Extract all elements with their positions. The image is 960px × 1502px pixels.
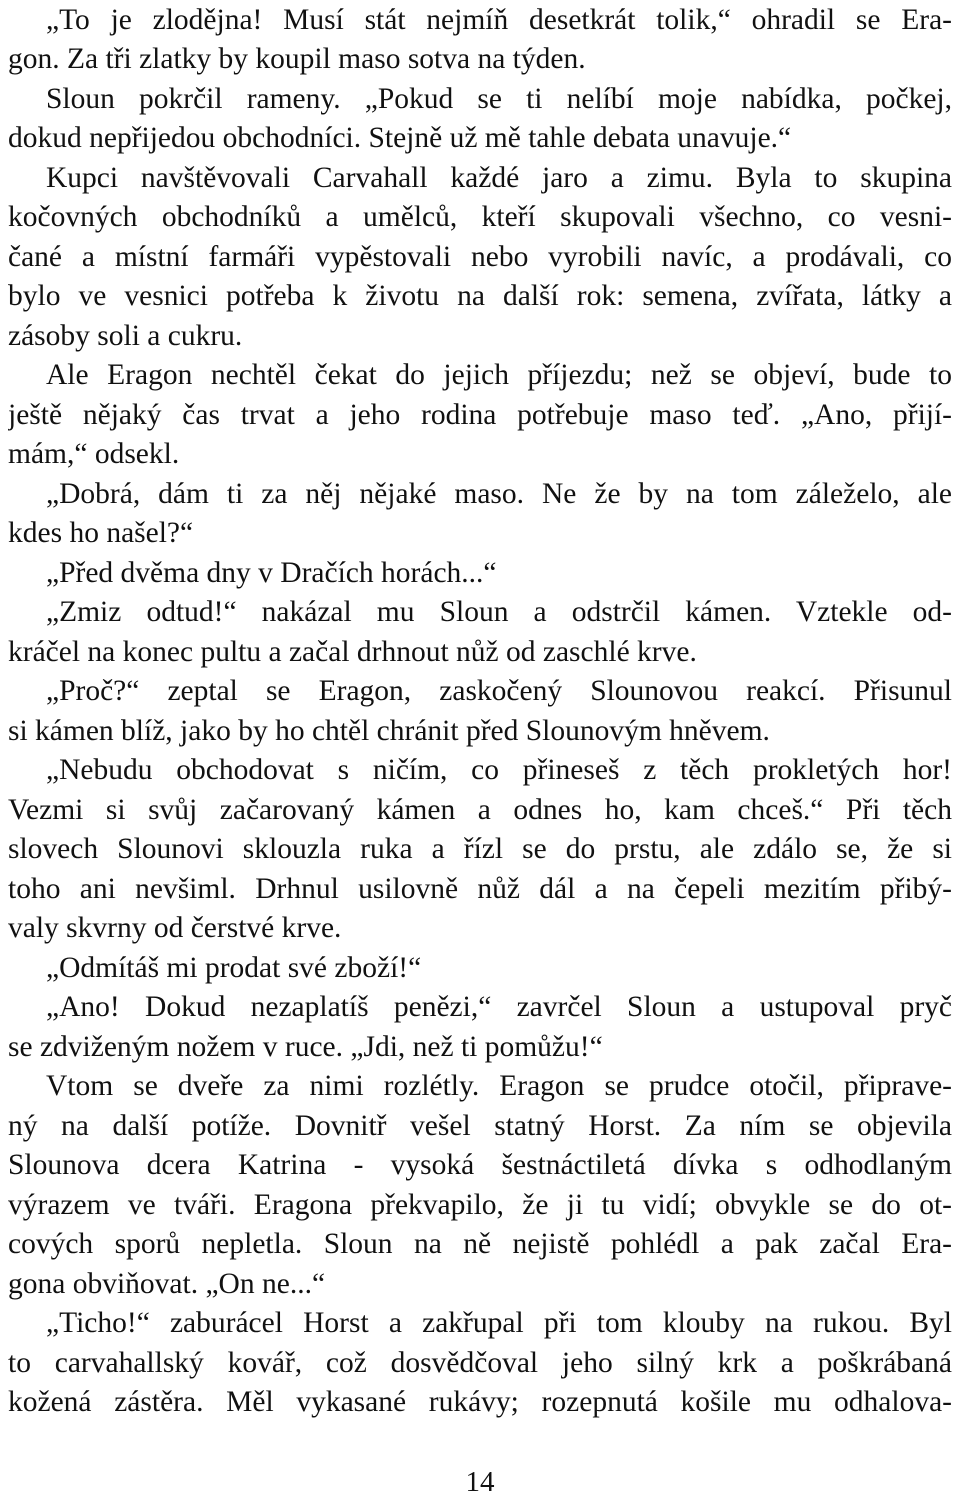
text-line: Vtom se dveře za nimi rozlétly. Eragon se prudce otočil, připrave- <box>46 1070 952 1102</box>
text-line: Slounova dcera Katrina - vysoká šestnáctiletá dívka s odhodlaným <box>8 1149 952 1181</box>
text-line: „Před dvěma dny v Dračích horách...“ <box>46 557 497 589</box>
text-line: mám,“ odsekl. <box>8 438 180 470</box>
text-line: Kupci navštěvovali Carvahall každé jaro a zimu. Byla to skupina <box>46 162 952 194</box>
text-line: to carvahallský kovář, což dosvědčoval jeho silný krk a poškrábaná <box>8 1347 952 1379</box>
text-line: Sloun pokrčil rameny. „Pokud se ti nelíbí moje nabídka, počkej, <box>46 83 952 115</box>
text-line: kdes ho našel?“ <box>8 517 194 549</box>
text-line: „Ticho!“ zaburácel Horst a zakřupal při tom klouby na rukou. Byl <box>46 1307 952 1339</box>
text-line: si kámen blíž, jako by ho chtěl chránit před Slounovým hněvem. <box>8 715 770 747</box>
text-line: cových sporů nepletla. Sloun na ně nejistě pohlédl a pak začal Era- <box>8 1228 952 1260</box>
text-line: „Odmítáš mi prodat své zboží!“ <box>46 952 422 984</box>
text-line: toho ani nevšiml. Drhnul usilovně nůž dál a na čepeli mezitím přibý- <box>8 873 952 905</box>
text-line: gon. Za tři zlatky by koupil maso sotva na týden. <box>8 43 586 75</box>
text-line: ještě nějaký čas trvat a jeho rodina potřebuje maso teď. „Ano, přijí- <box>8 399 952 431</box>
text-line: Ale Eragon nechtěl čekat do jejich příjezdu; než se objeví, bude to <box>46 359 952 391</box>
text-line: dokud nepřijedou obchodníci. Stejně už mě tahle debata unavuje.“ <box>8 122 792 154</box>
page-number: 14 <box>465 1466 495 1498</box>
text-line: gona obviňovat. „On ne...“ <box>8 1268 326 1300</box>
text-line: čané a místní farmáři vypěstovali nebo vyrobili navíc, a prodávali, co <box>8 241 952 273</box>
text-line: bylo ve vesnici potřeba k životu na další rok: semena, zvířata, látky a <box>8 280 952 312</box>
text-line: se zdviženým nožem v ruce. „Jdi, než ti pomůžu!“ <box>8 1031 603 1063</box>
text-line: „Proč?“ zeptal se Eragon, zaskočený Slounovou reakcí. Přisunul <box>46 675 952 707</box>
text-line: Vezmi si svůj začarovaný kámen a odnes ho, kam chceš.“ Při těch <box>8 794 952 826</box>
text-line: zásoby soli a cukru. <box>8 320 243 352</box>
text-line: „Zmiz odtud!“ nakázal mu Sloun a odstrčil kámen. Vztekle od- <box>46 596 952 628</box>
text-line: výrazem ve tváři. Eragona překvapilo, že ji tu vidí; obvykle se do ot- <box>8 1189 952 1221</box>
text-line: kožená zástěra. Měl vykasané rukávy; rozepnutá košile mu odhalova- <box>8 1386 952 1418</box>
text-line: „To je zlodějna! Musí stát nejmíň desetkrát tolik,“ ohradil se Era- <box>46 4 952 36</box>
text-line: „Ano! Dokud nezaplatíš penězi,“ zavrčel Sloun a ustupoval pryč <box>46 991 952 1023</box>
text-line: „Nebudu obchodovat s ničím, co přineseš z těch prokletých hor! <box>46 754 952 786</box>
text-line: ný na další potíže. Dovnitř vešel statný Horst. Za ním se objevila <box>8 1110 952 1142</box>
text-line: kočovných obchodníků a umělců, kteří skupovali všechno, co vesni- <box>8 201 952 233</box>
text-line: „Dobrá, dám ti za něj nějaké maso. Ne že by na tom záleželo, ale <box>46 478 952 510</box>
text-line: kráčel na konec pultu a začal drhnout nůž od zaschlé krve. <box>8 636 697 668</box>
text-line: valy skvrny od čerstvé krve. <box>8 912 342 944</box>
text-line: slovech Slounovi sklouzla ruka a řízl se do prstu, ale zdálo se, že si <box>8 833 952 865</box>
